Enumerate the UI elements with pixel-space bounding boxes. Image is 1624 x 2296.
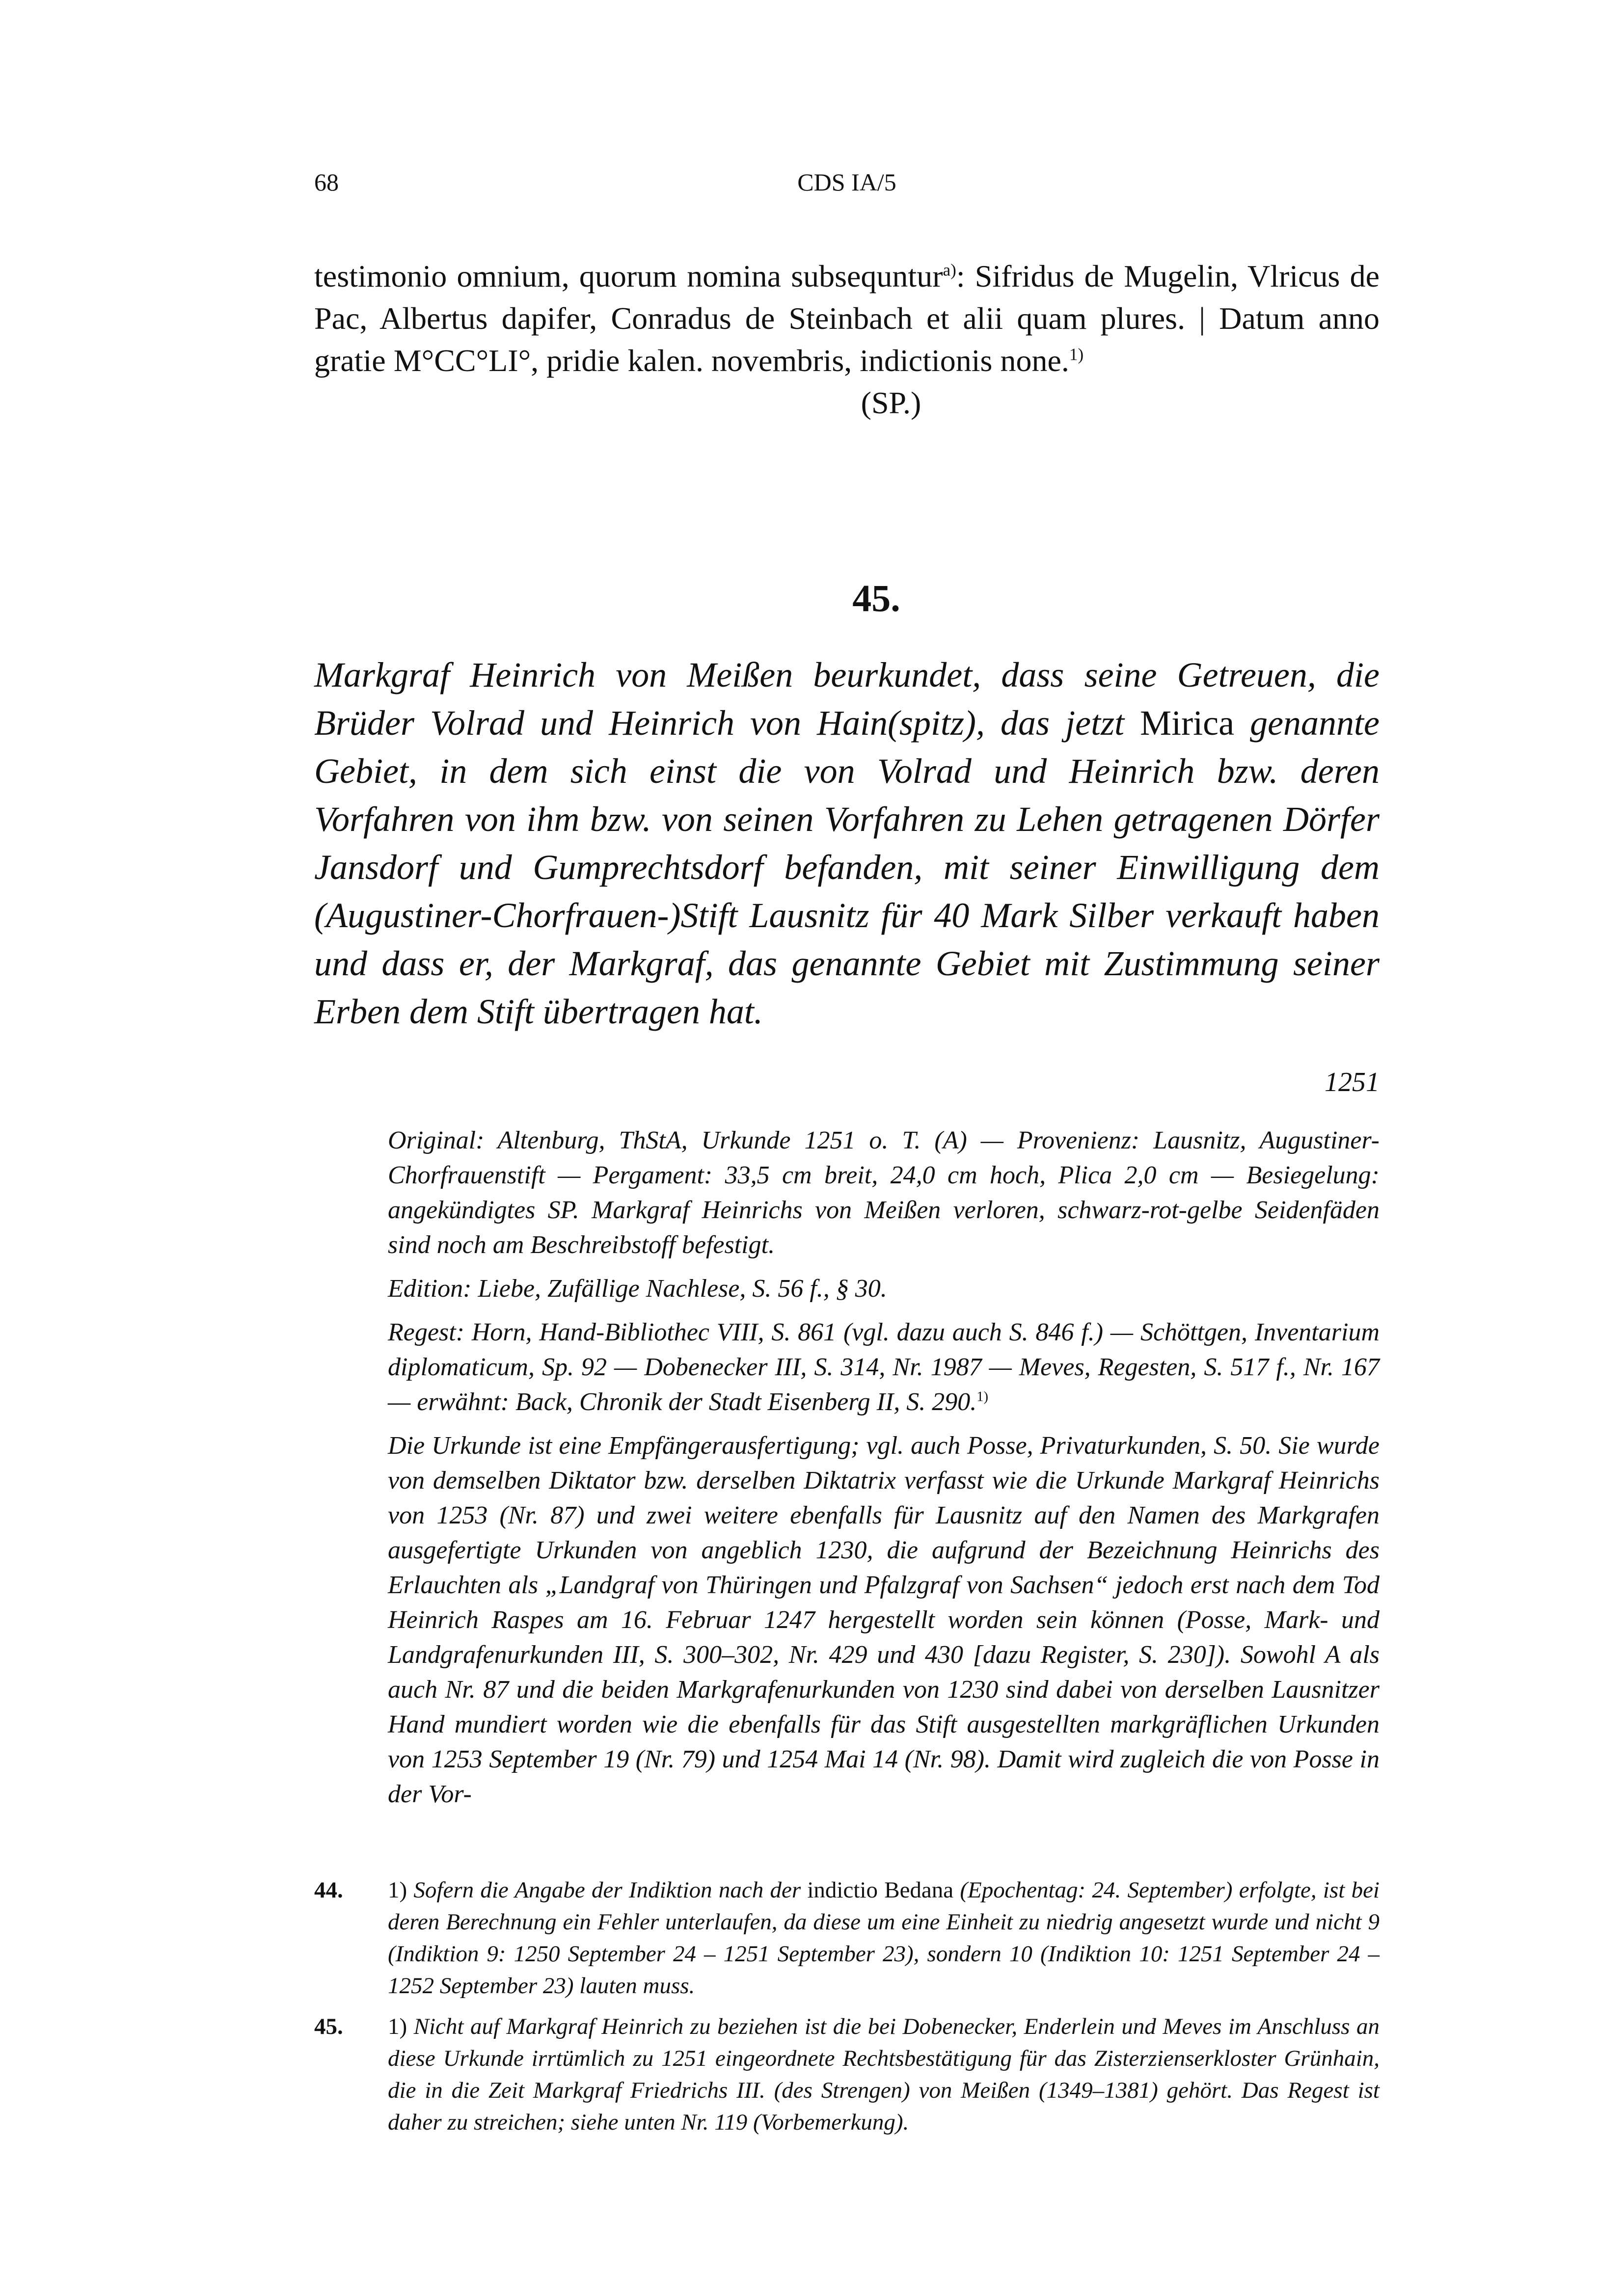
footnote — [314, 2011, 1380, 2138]
footnote-text: Sofern die Angabe der Indiktion nach der — [407, 1877, 808, 1903]
footnote — [314, 1874, 1380, 2002]
regest-references: Regest: Horn, Hand-Bibliothec VIII, S. 861 (vgl. dazu auch S. 846 f.) — Schöttgen, Inventarium diplomaticum, Sp. 92 — Dobenecker III, S. 314, Nr. 1987 — Meves, Regesten, S. 517 f., Nr. 167 — erwähnt: Back, Chronik der Stadt Eisenberg II, S. 290. — [388, 1318, 1380, 1416]
document-date: 1251 — [1325, 1067, 1380, 1097]
regest-note — [388, 1315, 1380, 1419]
footnote-marker: 1) — [388, 2014, 407, 2039]
page-number: 68 — [314, 168, 339, 196]
document-apparatus — [388, 1123, 1380, 1812]
running-head — [314, 157, 1380, 201]
note-marker-a: a) — [943, 260, 956, 280]
footnote-document-number: 44. — [314, 1877, 343, 1903]
document-page — [314, 157, 1380, 2147]
footnote-marker: 1) — [388, 1877, 407, 1903]
regest-text: Markgraf Heinrich von Meißen beurkundet, dass seine Getreuen, die Brüder Volrad und Heinrich von Hain(spitz), das jetzt — [314, 655, 1380, 743]
document-regest — [314, 651, 1380, 1036]
seal-mark: (SP.) — [861, 385, 921, 420]
note-marker-1: 1) — [976, 1389, 989, 1405]
edition-note: Edition: Liebe, Zufällige Nachlese, S. 56 f., § 30. — [388, 1275, 887, 1303]
original-note: Original: Altenburg, ThStA, Urkunde 1251 o. T. (A) — Provenienz: Lausnitz, Augustiner-Chorfrauenstift — Pergament: 33,5 cm breit, 24,0 cm hoch, Plica 2,0 cm — Besiegelung: angekündigtes SP. Markgraf Heinrichs von Meißen verloren, schwarz-rot-gelbe Seidenfäden sind noch am Beschreibstoff befestigt. — [388, 1126, 1380, 1259]
footnote-text: (Epochentag: 24. September) erfolgte, ist bei deren Berechnung ein Fehler unterlaufen, da diese um eine Einheit zu niedrig angesetzt wurde und nicht 9 (Indiktion 9: 1250 September 24 – 1251 September 23), sondern 10 (Indiktion 10: 1251 September 24 – 1252 September 23) lauten muss. — [388, 1877, 1380, 1999]
regest-place-name: Mirica — [1140, 703, 1235, 743]
footnote-document-number: 45. — [314, 2014, 343, 2039]
commentary-note: Die Urkunde ist eine Empfängerausfertigung; vgl. auch Posse, Privaturkunden, S. 50. Sie wurde von demselben Diktator bzw. derselben Diktatrix verfasst wie die Urkunde Markgraf Heinrichs von 1253 (Nr. 87) und zwei weitere ebenfalls für Lausnitz auf den Namen des Markgrafen ausgefertigte Urkunden von angeblich 1230, die aufgrund der Bezeichnung Heinrichs des Erlauchten als „Landgraf von Thüringen und Pfalzgraf von Sachsen“ jedoch erst nach dem Tod Heinrich Raspes am 16. Februar 1247 hergestellt worden sein können (Posse, Mark- und Landgrafenurkunden III, S. 300–302, Nr. 429 und 430 [dazu Register, S. 230]). Sowohl A als auch Nr. 87 und die beiden Markgrafenurkunden von 1230 sind dabei von derselben Lausnitzer Hand mundiert worden wie die ebenfalls für das Stift ausgestellten markgräflichen Urkunden von 1253 September 19 (Nr. 79) und 1254 Mai 14 (Nr. 98). Damit wird zugleich die von Posse in der Vor- — [388, 1432, 1380, 1808]
text-segment: testimonio omnium, quorum nomina subsequntur — [314, 259, 943, 294]
footnote-term: indictio Bedana — [807, 1877, 954, 1903]
spacer — [314, 1820, 1380, 1874]
regest-text: genannte Gebiet, in dem sich einst die von Volrad und Heinrich bzw. deren Vorfahren von ihm bzw. von seinen Vorfahren zu Lehen getragenen Dörfer Jansdorf und Gumprechtsdorf befanden, mit seiner Einwilligung dem (Augustiner-Chorfrauen-)Stift Lausnitz für 40 Mark Silber verkauft haben und dass er, der Markgraf, das genannte Gebiet mit Zustimmung seiner Erben dem Stift übertragen hat. — [314, 703, 1380, 1031]
footnotes — [314, 1874, 1380, 2138]
note-marker-1: 1) — [1069, 345, 1084, 364]
document-number: 45. — [852, 577, 900, 619]
previous-document-text — [314, 255, 1380, 382]
running-title: CDS IA/5 — [797, 168, 896, 196]
text-segment: : Sifridus de Mugelin, Vlricus de Pac, Albertus dapifer, Conradus de Steinbach et alii quam plures. | Datum anno gratie M°CC°LI°, pridie kalen. novembris, indictionis none. — [314, 259, 1380, 378]
footnote-text: Nicht auf Markgraf Heinrich zu beziehen ist die bei Dobenecker, Enderlein und Meves im Anschluss an diese Urkunde irrtümlich zu 1251 eingeordnete Rechtsbestätigung für das Zisterzienserkloster Grünhain, die in die Zeit Markgraf Friedrichs III. (des Strengen) von Meißen (1349–1381) gehört. Das Regest ist daher zu streichen; siehe unten Nr. 119 (Vorbemerkung). — [388, 2014, 1380, 2135]
previous-document-ending — [314, 255, 1380, 424]
